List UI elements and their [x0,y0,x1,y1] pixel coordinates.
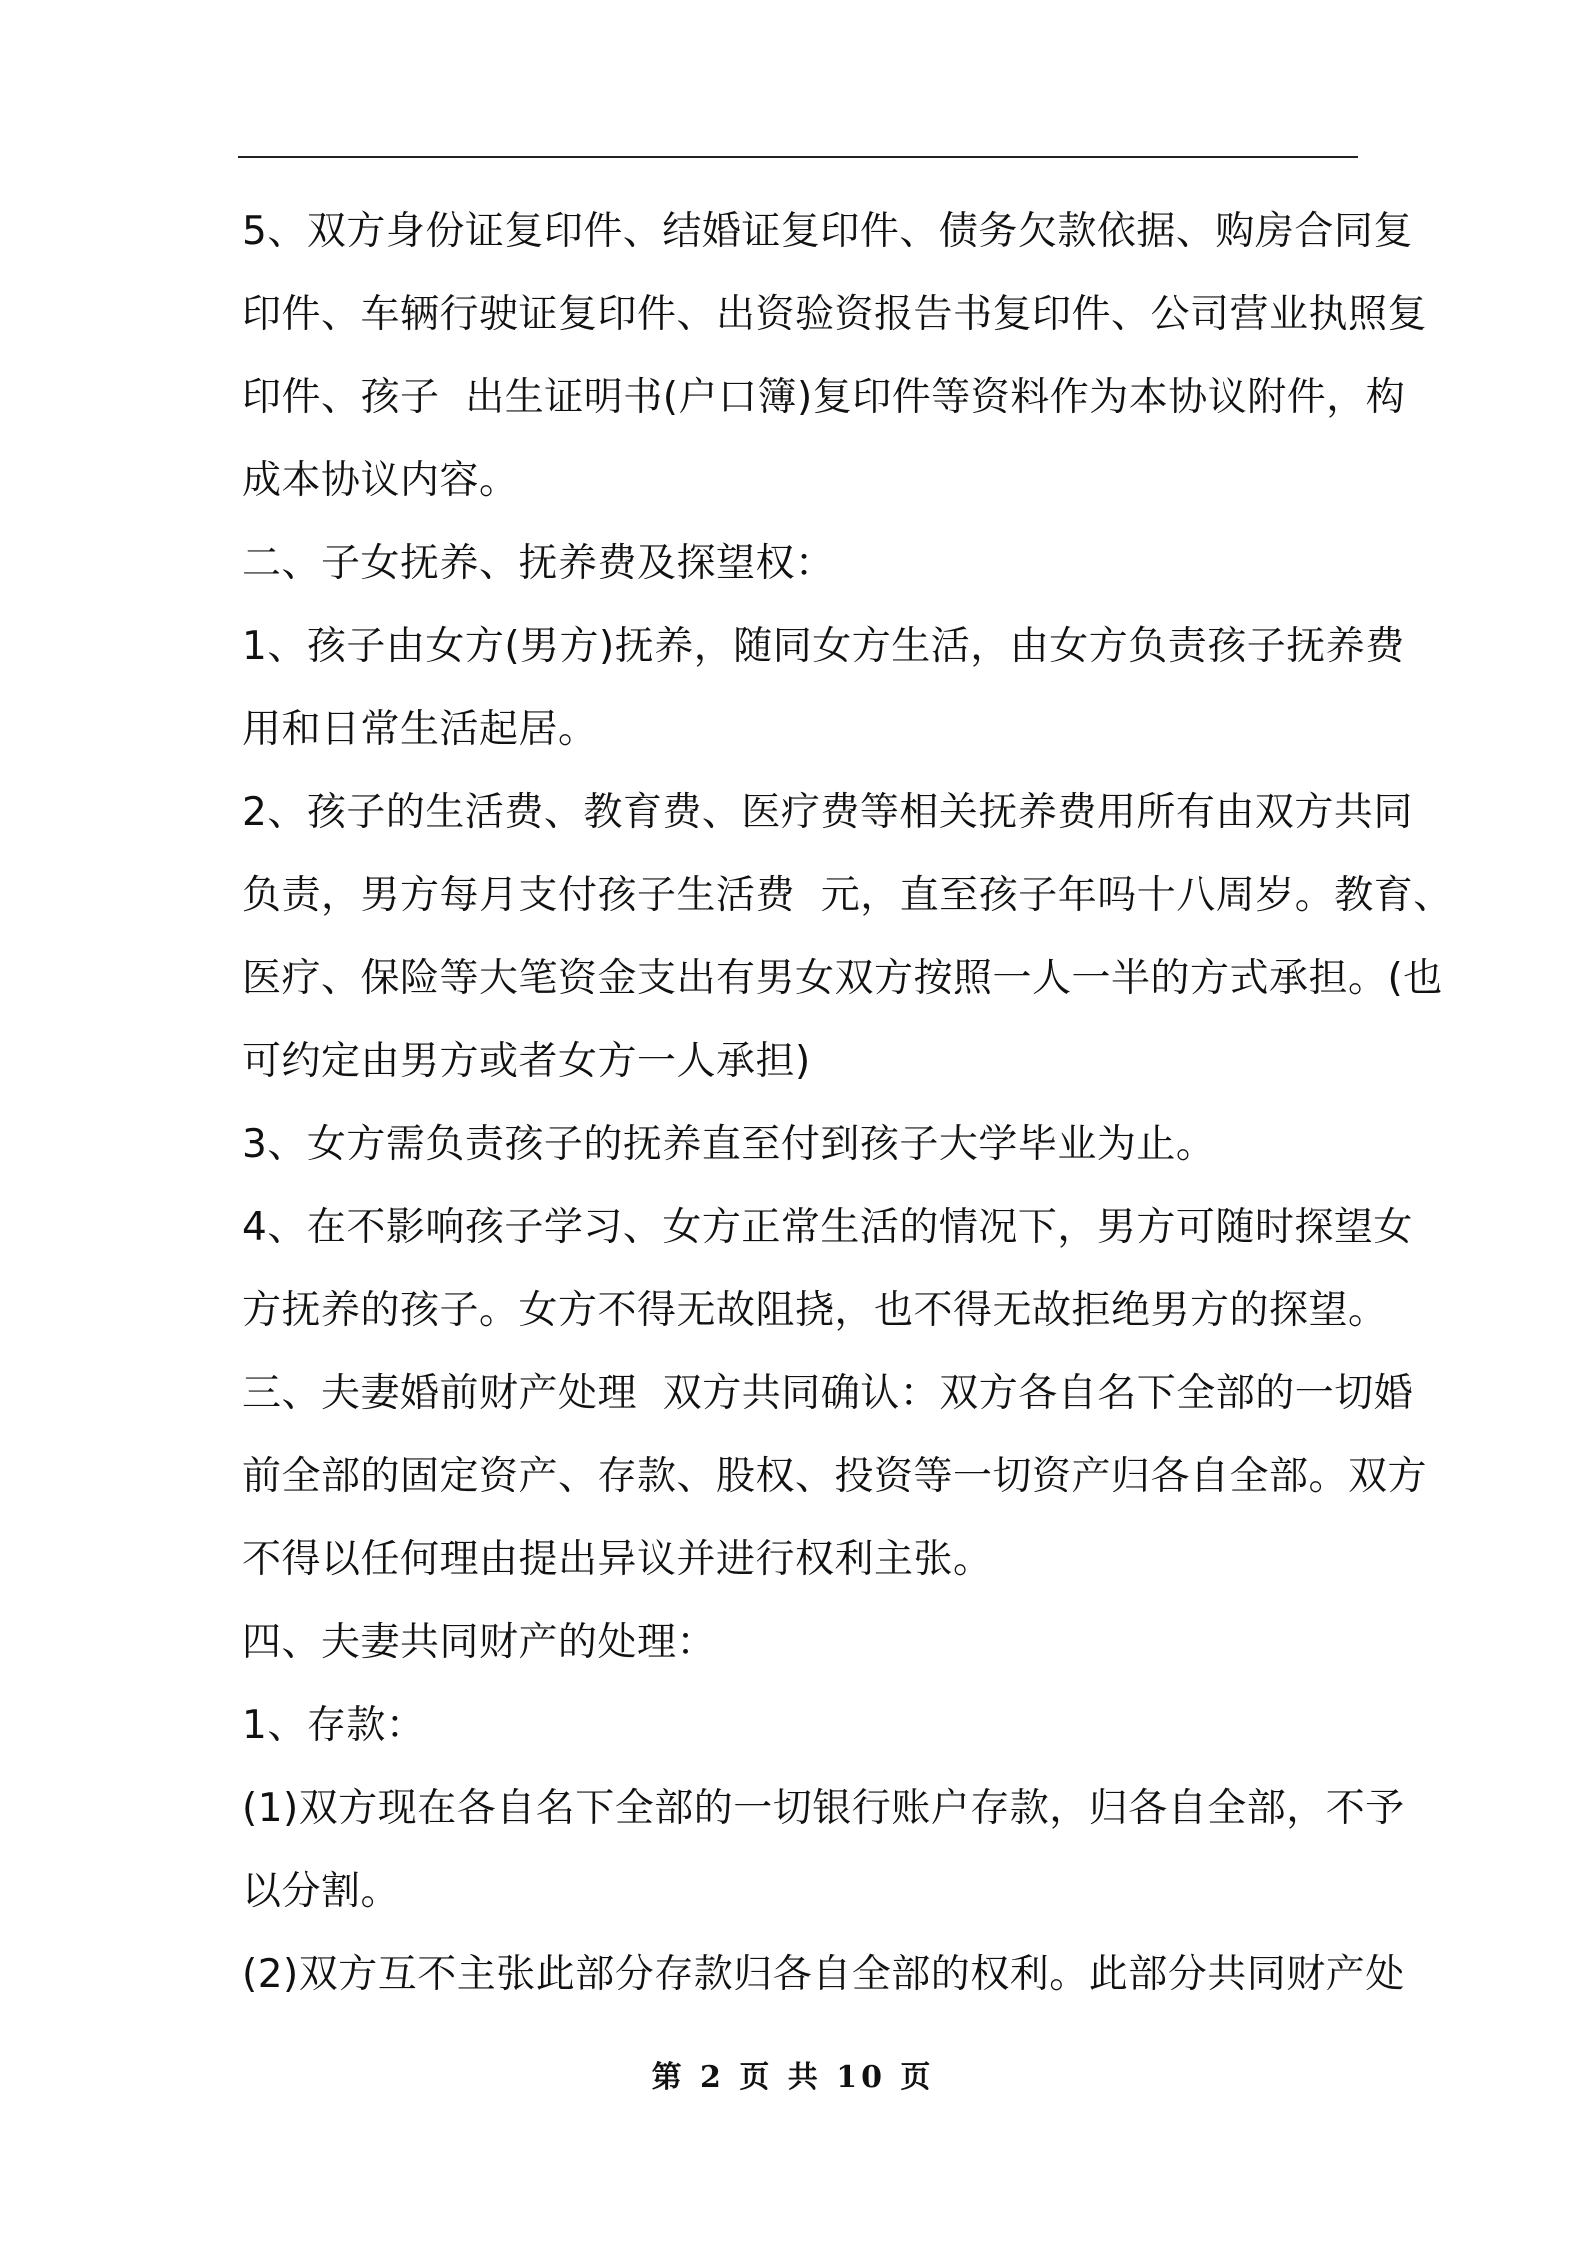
text-line: 1、存款： [242,1703,426,1748]
text-line: 可约定由男方或者女方一人承担) [242,1039,811,1084]
text-line: 1、孩子由女方(男方)抚养，随同女方生活，由女方负责孩子抚养费 [242,624,1405,669]
text-line: 3、女方需负责孩子的抚养直至付到孩子大学毕业为止。 [242,1122,1216,1167]
text-line: 前全部的固定资产、存款、股权、投资等一切资产归各自全部。双方 [242,1454,1428,1499]
text-line: 用和日常生活起居。 [242,707,598,752]
header-divider [238,156,1358,158]
text-line: 负责，男方每月支付孩子生活费 元，直至孩子年吗十八周岁。教育、 [242,873,1453,918]
text-line: 不得以任何理由提出异议并进行权利主张。 [242,1537,993,1582]
text-line: 以分割。 [242,1869,401,1914]
section-heading: 三、夫妻婚前财产处理 双方共同确认：双方各自名下全部的一切婚 [242,1371,1414,1416]
text-line: 印件、孩子 出生证明书(户口簿)复印件等资料作为本协议附件，构 [242,375,1406,420]
text-line: 4、在不影响孩子学习、女方正常生活的情况下，男方可随时探望女 [242,1205,1413,1250]
text-line: 印件、车辆行驶证复印件、出资验资报告书复印件、公司营业执照复 [242,292,1428,337]
text-line: 2、孩子的生活费、教育费、医疗费等相关抚养费用所有由双方共同 [242,790,1413,835]
text-line: 方抚养的孩子。女方不得无故阻挠，也不得无故拒绝男方的探望。 [242,1288,1388,1333]
text-line: (2)双方互不主张此部分存款归各自全部的权利。此部分共同财产处 [242,1952,1405,1997]
page-number: 第 2 页 共 10 页 [651,2060,935,2095]
section-heading: 四、夫妻共同财产的处理： [242,1620,717,1665]
section-heading: 二、子女抚养、抚养费及探望权： [242,541,835,586]
document-body [242,190,1453,2016]
text-line: (1)双方现在各自名下全部的一切银行账户存款，归各自全部，不予 [242,1786,1405,1831]
text-line: 5、双方身份证复印件、结婚证复印件、债务欠款依据、购房合同复 [242,209,1413,254]
text-line: 成本协议内容。 [242,458,519,503]
text-line: 医疗、保险等大笔资金支出有男女双方按照一人一半的方式承担。(也 [242,956,1443,1001]
